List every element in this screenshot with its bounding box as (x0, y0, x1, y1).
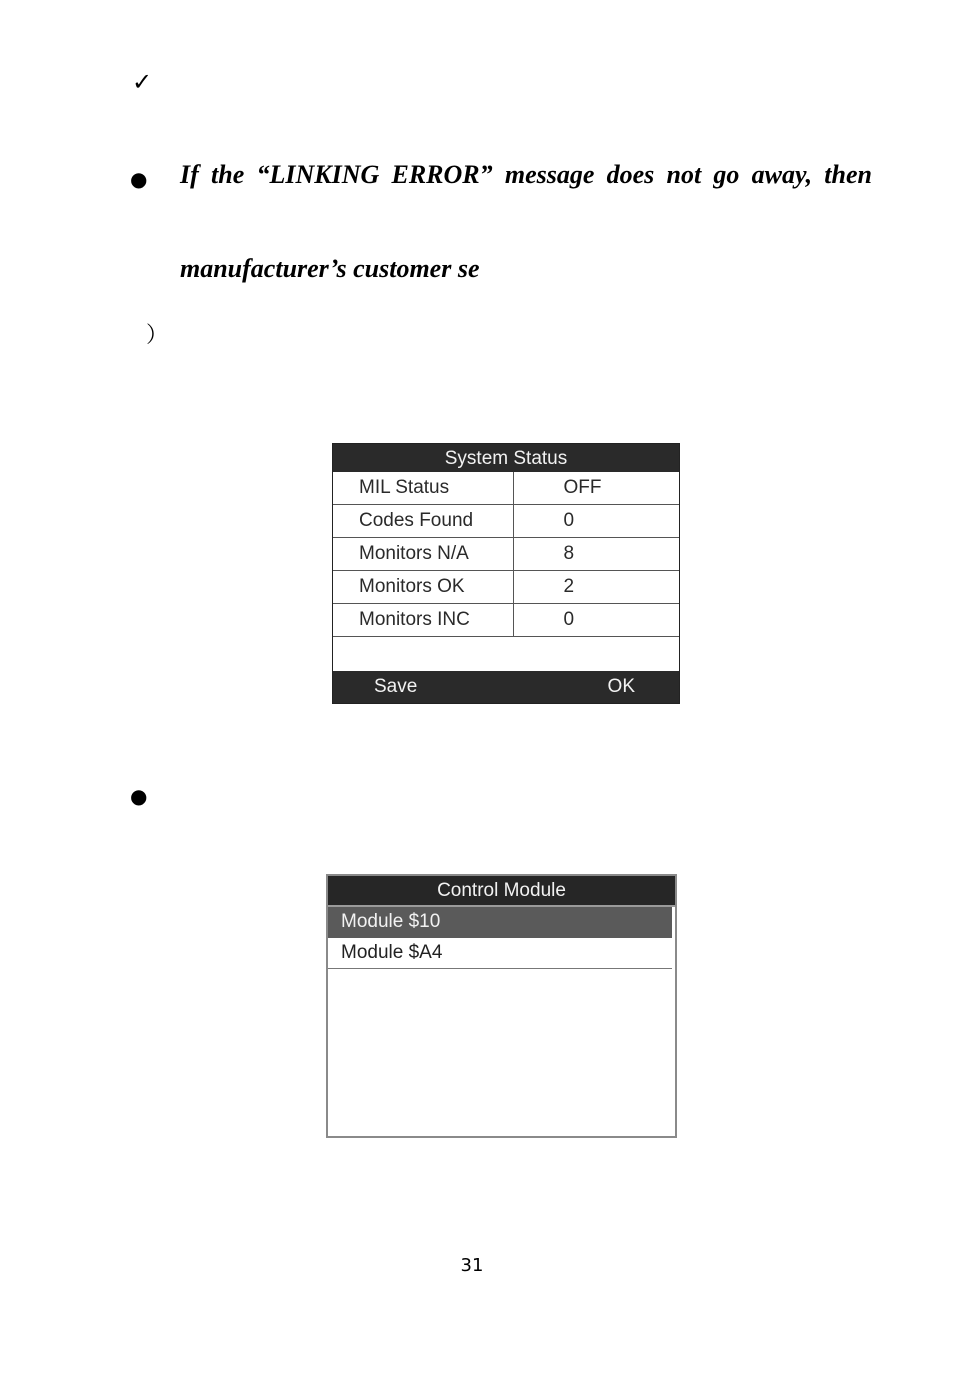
checkmark-icon: ✓ (132, 68, 153, 96)
row-value: 8 (513, 538, 679, 571)
system-status-title: System Status (333, 444, 679, 472)
closing-paren: ） (146, 322, 169, 347)
table-row (333, 571, 679, 604)
control-module-title: Control Module (328, 876, 675, 907)
note-line-2: manufacturer’s customer se (180, 254, 480, 283)
system-status-screen (332, 443, 680, 704)
row-value: 2 (513, 571, 679, 604)
row-label: Monitors INC (333, 604, 513, 637)
row-label: Monitors OK (333, 571, 513, 604)
ok-button[interactable]: OK (607, 676, 635, 697)
row-label: Codes Found (333, 505, 513, 538)
bullet-icon: ● (130, 167, 148, 191)
row-value: 0 (513, 604, 679, 637)
row-label: Monitors N/A (333, 538, 513, 571)
table-row (333, 472, 679, 505)
table-row (333, 604, 679, 637)
table-row (333, 505, 679, 538)
save-button[interactable]: Save (374, 676, 418, 697)
page-number: 31 (460, 1255, 484, 1276)
system-status-table (333, 472, 679, 637)
module-item-a4[interactable]: Module $A4 (328, 938, 672, 969)
module-item-10[interactable]: Module $10 (328, 907, 672, 938)
bullet-icon: ● (130, 784, 148, 808)
table-row (333, 538, 679, 571)
system-status-footer (333, 671, 679, 703)
row-value: OFF (513, 472, 679, 505)
row-value: 0 (513, 505, 679, 538)
note-line-1: If the “LINKING ERROR” message does not go away, then (180, 160, 872, 189)
row-label: MIL Status (333, 472, 513, 505)
control-module-screen (326, 874, 677, 1138)
empty-row (333, 637, 679, 669)
